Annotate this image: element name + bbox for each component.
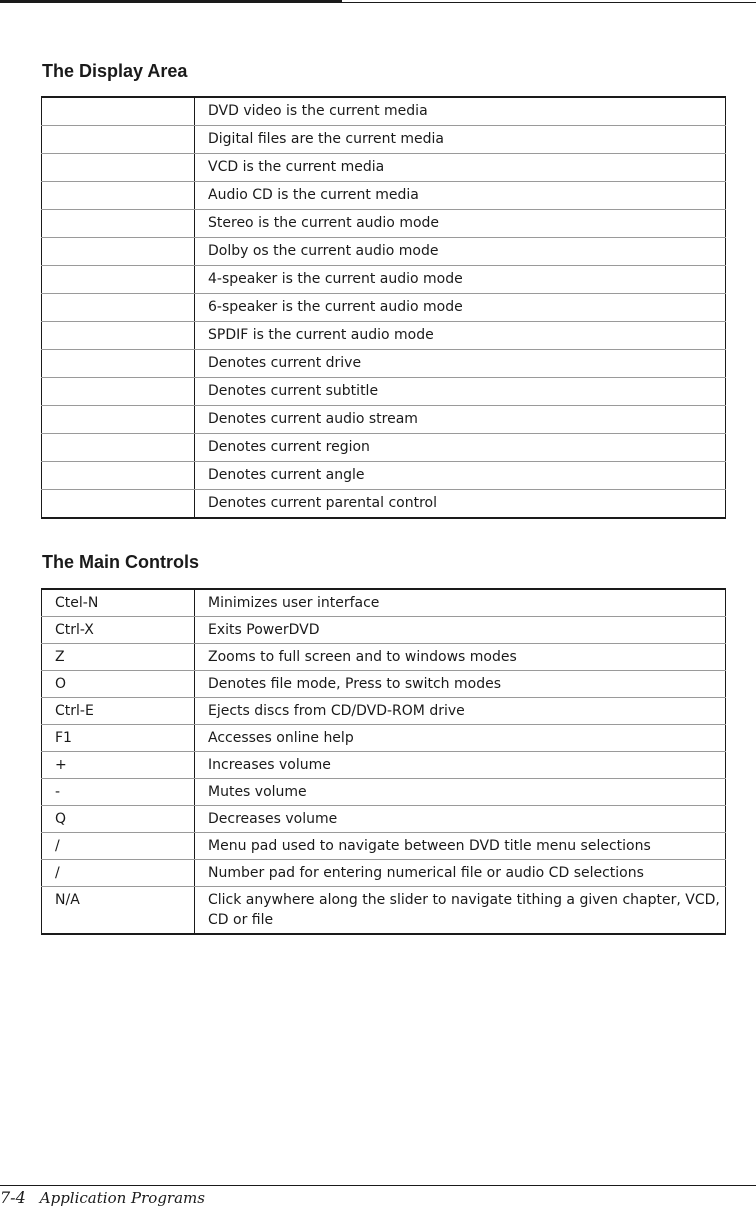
description-cell: 4-speaker is the current audio mode — [195, 266, 726, 294]
main-controls-table — [41, 588, 726, 935]
display-table-row — [42, 154, 726, 182]
description-cell: Denotes current region — [195, 434, 726, 462]
shortcut-key-cell: Z — [42, 644, 195, 671]
controls-table-row — [42, 887, 726, 935]
shortcut-key-cell: N/A — [42, 887, 195, 935]
indicator-icon-cell — [42, 97, 195, 126]
description-cell: Decreases volume — [195, 806, 726, 833]
description-cell: DVD video is the current media — [195, 97, 726, 126]
display-area-title: The Display Area — [42, 61, 188, 81]
controls-table-row — [42, 806, 726, 833]
description-cell: Increases volume — [195, 752, 726, 779]
display-table-row — [42, 490, 726, 519]
chapter-title: Application Programs — [39, 1189, 205, 1207]
controls-table-row — [42, 698, 726, 725]
shortcut-key-cell: / — [42, 860, 195, 887]
indicator-icon-cell — [42, 434, 195, 462]
shortcut-key-cell: O — [42, 671, 195, 698]
display-table-row — [42, 378, 726, 406]
indicator-icon-cell — [42, 182, 195, 210]
shortcut-key-cell: Ctrl-E — [42, 698, 195, 725]
display-table-row — [42, 126, 726, 154]
indicator-icon-cell — [42, 462, 195, 490]
indicator-icon-cell — [42, 126, 195, 154]
shortcut-key-cell: Ctel-N — [42, 589, 195, 617]
description-cell: Denotes file mode, Press to switch modes — [195, 671, 726, 698]
description-cell: Ejects discs from CD/DVD-ROM drive — [195, 698, 726, 725]
description-cell: Click anywhere along the slider to navigate tithing a given chapter, VCD, CD or file — [195, 887, 726, 935]
description-cell: Denotes current angle — [195, 462, 726, 490]
main-controls-title: The Main Controls — [42, 552, 199, 572]
description-cell: Denotes current audio stream — [195, 406, 726, 434]
main-controls-table-body — [42, 589, 726, 934]
display-table-row — [42, 266, 726, 294]
page-footer — [0, 1188, 205, 1207]
header-rule-thin — [342, 2, 756, 3]
display-table-row — [42, 210, 726, 238]
shortcut-key-cell: Ctrl-X — [42, 617, 195, 644]
indicator-icon-cell — [42, 378, 195, 406]
description-cell: Audio CD is the current media — [195, 182, 726, 210]
controls-table-row — [42, 644, 726, 671]
indicator-icon-cell — [42, 490, 195, 519]
description-cell: Menu pad used to navigate between DVD title menu selections — [195, 833, 726, 860]
controls-table-row — [42, 589, 726, 617]
indicator-icon-cell — [42, 266, 195, 294]
description-cell: Denotes current subtitle — [195, 378, 726, 406]
indicator-icon-cell — [42, 238, 195, 266]
shortcut-key-cell: / — [42, 833, 195, 860]
display-table-row — [42, 462, 726, 490]
display-table-row — [42, 350, 726, 378]
shortcut-key-cell: F1 — [42, 725, 195, 752]
display-table-row — [42, 97, 726, 126]
shortcut-key-cell: Q — [42, 806, 195, 833]
controls-table-row — [42, 725, 726, 752]
description-cell: Stereo is the current audio mode — [195, 210, 726, 238]
description-cell: Denotes current parental control — [195, 490, 726, 519]
display-area-table-body — [42, 97, 726, 518]
controls-table-row — [42, 779, 726, 806]
description-cell: 6-speaker is the current audio mode — [195, 294, 726, 322]
display-table-row — [42, 434, 726, 462]
description-cell: Mutes volume — [195, 779, 726, 806]
display-table-row — [42, 322, 726, 350]
description-cell: Denotes current drive — [195, 350, 726, 378]
display-table-row — [42, 182, 726, 210]
description-cell: Exits PowerDVD — [195, 617, 726, 644]
description-cell: Accesses online help — [195, 725, 726, 752]
shortcut-key-cell: - — [42, 779, 195, 806]
header-rule-thick — [0, 0, 342, 3]
controls-table-row — [42, 752, 726, 779]
description-cell: Digital files are the current media — [195, 126, 726, 154]
indicator-icon-cell — [42, 322, 195, 350]
description-cell: SPDIF is the current audio mode — [195, 322, 726, 350]
description-cell: Dolby os the current audio mode — [195, 238, 726, 266]
controls-table-row — [42, 833, 726, 860]
display-table-row — [42, 294, 726, 322]
indicator-icon-cell — [42, 154, 195, 182]
indicator-icon-cell — [42, 294, 195, 322]
description-cell: Zooms to full screen and to windows modes — [195, 644, 726, 671]
indicator-icon-cell — [42, 210, 195, 238]
indicator-icon-cell — [42, 350, 195, 378]
description-cell: Number pad for entering numerical file or audio CD selections — [195, 860, 726, 887]
display-area-table — [41, 96, 726, 519]
indicator-icon-cell — [42, 406, 195, 434]
display-table-row — [42, 238, 726, 266]
footer-rule — [0, 1185, 756, 1186]
controls-table-row — [42, 617, 726, 644]
controls-table-row — [42, 671, 726, 698]
description-cell: Minimizes user interface — [195, 589, 726, 617]
controls-table-row — [42, 860, 726, 887]
display-table-row — [42, 406, 726, 434]
shortcut-key-cell: + — [42, 752, 195, 779]
description-cell: VCD is the current media — [195, 154, 726, 182]
page-number: 7-4 — [0, 1188, 26, 1207]
